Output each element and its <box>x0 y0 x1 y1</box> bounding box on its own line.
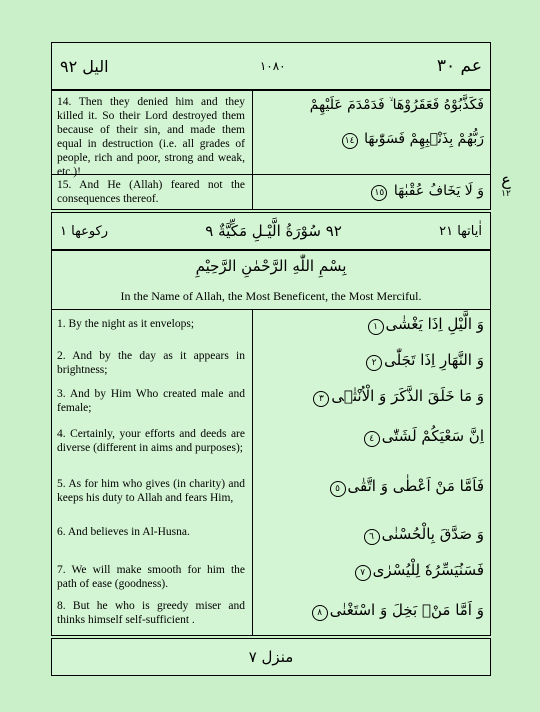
ayat-count: اٰیاتها ٢١ <box>439 223 482 239</box>
column-divider <box>252 91 253 209</box>
verse-translation: 1. By the night as it envelops; <box>57 318 195 330</box>
top-verse-block <box>51 90 491 210</box>
verse-translation: 7. We will make smooth for him the path of ease (goodness). <box>57 564 245 591</box>
ruku-count: رکوعها ١ <box>60 223 109 239</box>
top-verse-14-arabic-line1 <box>254 97 484 113</box>
ayah-marker-icon: ٦ <box>364 529 380 545</box>
verse-translation: 8. But he who is greedy miser and thinks himself self-sufficient . <box>57 600 245 627</box>
arabic-text: فَاَمَّا مَنْ اَعْطٰى وَ اتَّقٰى <box>347 477 484 495</box>
ayah-marker-icon: ٧ <box>355 565 371 581</box>
arabic-text: فَكَذَّبُوْهُ فَعَقَرُوْهَا ۙ فَدَمْدَمَ عَلَيْهِمْ <box>309 97 484 113</box>
top-verse-14-arabic-line2 <box>254 131 484 149</box>
verse-list <box>52 309 490 635</box>
top-verse-15-arabic <box>254 183 484 201</box>
top-verse-15-translation: 15. And He (Allah) feared not the consequences thereof. <box>57 179 245 206</box>
arabic-text: اِنَّ سَعْيَكُمْ لَشَتّٰى <box>381 427 484 445</box>
ayah-marker-icon: ٤ <box>364 431 380 447</box>
verse-arabic <box>254 561 484 581</box>
arabic-text: وَ النَّهَارِ اِذَا تَجَلّٰى <box>384 351 484 369</box>
verse-arabic <box>254 525 484 545</box>
verse-arabic <box>254 427 484 447</box>
verse-arabic <box>254 351 484 371</box>
bismillah-arabic: بِسْمِ اللّٰهِ الرَّحْمٰنِ الرَّحِيْمِ <box>195 257 347 275</box>
header-surah-label: الیل ٩٢ <box>60 56 109 76</box>
arabic-text: رَبُّهُمْ بِذَنْۢبِهِمْ فَسَوّٰىهَا <box>364 131 484 147</box>
arabic-text: وَ لَا يَخَافُ عُقْبٰهَا <box>393 183 484 199</box>
ruku-side-marker <box>494 170 518 199</box>
arabic-text: وَ الَّيْلِ اِذَا يَغْشٰى <box>385 315 484 333</box>
arabic-text: فَسَنُيَسِّرُهٗ لِلْيُسْرٰى <box>372 561 484 579</box>
verse-arabic <box>254 315 484 335</box>
ruku-number: ١٢ <box>501 189 511 199</box>
page-footer <box>51 638 491 676</box>
ruku-symbol-icon: ع <box>501 170 511 189</box>
ayah-marker-icon: ١٤ <box>342 133 358 149</box>
verse-translation: 6. And believes in Al-Husna. <box>57 526 190 538</box>
arabic-text: وَ مَا خَلَقَ الذَّكَرَ وَ الْاُنْثٰۤى <box>331 387 484 405</box>
verse-translation: 5. As for him who gives (in charity) and keeps his duty to Allah and fears Him, <box>57 478 245 505</box>
top-verse-14-translation: 14. Then they denied him and they killed it. So their Lord destroyed them because of their sin, and made them equal in destruction (i.e. all grades of people, rich and poor, strong and weak, etc.)! <box>57 96 245 179</box>
arabic-text: وَ اَمَّا مَنْۢ بَخِلَ وَ اسْتَغْنٰى <box>329 601 484 619</box>
ayah-marker-icon: ٥ <box>330 481 346 497</box>
verse-translation: 2. And by the day as it appears in brightness; <box>57 350 245 377</box>
ayah-marker-icon: ٣ <box>313 391 329 407</box>
verse-arabic <box>254 477 484 497</box>
ayah-marker-icon: ١ <box>368 319 384 335</box>
header-juz-label: عم ٣٠ <box>436 56 482 76</box>
verse-arabic <box>254 387 484 407</box>
header-page-number: ١٠٨٠ <box>259 59 286 73</box>
verse-arabic <box>254 601 484 621</box>
surah-title-bar <box>51 212 491 250</box>
ayah-marker-icon: ٢ <box>366 355 382 371</box>
page-header <box>51 42 491 90</box>
arabic-text: وَ صَدَّقَ بِالْحُسْنٰى <box>381 525 484 543</box>
ayah-marker-icon: ١٥ <box>371 185 387 201</box>
manzil-label: منزل ٧ <box>248 648 294 666</box>
bismillah-translation: In the Name of Allah, the Most Beneficent, the Most Merciful. <box>120 289 422 303</box>
verse-translation: 4. Certainly, your efforts and deeds are diverse (different in aims and purposes); <box>57 428 245 455</box>
ayah-marker-icon: ٨ <box>312 605 328 621</box>
surah-title: ٩٢ سُوْرَةُ الَّيْـلِ مَكِّيَّةٌ ٩ <box>205 222 342 240</box>
main-verse-block <box>51 250 491 636</box>
verse-translation: 3. And by Him Who created male and female; <box>57 388 245 415</box>
